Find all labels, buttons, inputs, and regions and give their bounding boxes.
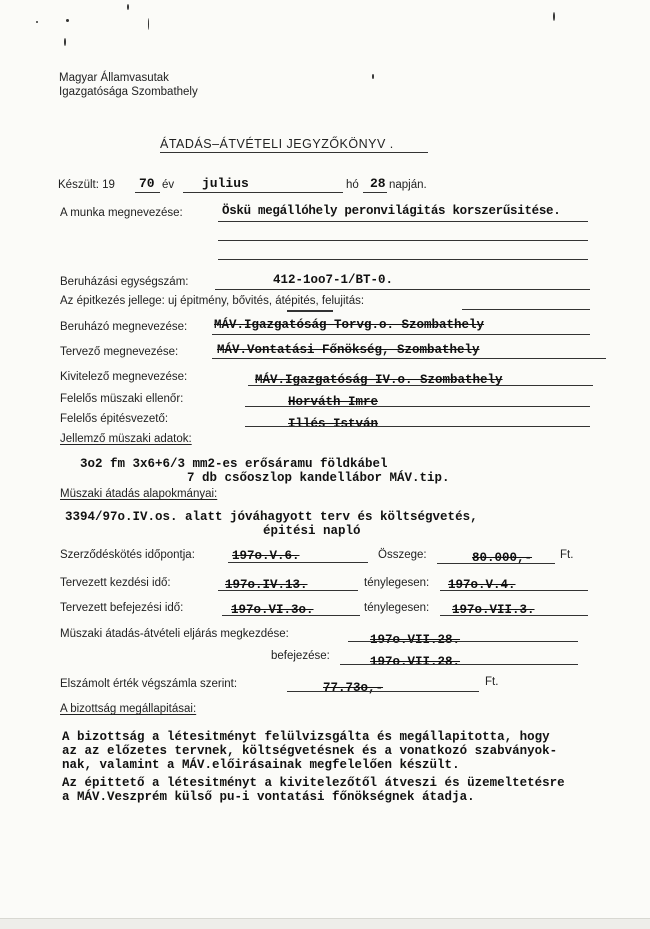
- actual-start-value: 197o.V.4.: [448, 578, 516, 592]
- investor-label: Beruházó megnevezése:: [60, 321, 188, 333]
- date-year-line: [135, 192, 160, 193]
- contract-amount-currency: Ft.: [560, 549, 574, 561]
- handover-start-line: [348, 641, 578, 642]
- organization-unit: Igazgatósága Szombathely: [59, 86, 198, 98]
- contract-amount-label: Összege:: [378, 549, 427, 561]
- scan-speck: [372, 74, 374, 79]
- title-underline: [160, 152, 428, 153]
- designer-line: [212, 358, 606, 359]
- work-name-line-2: [218, 240, 588, 241]
- scan-speck: [66, 19, 69, 22]
- planned-start-label: Tervezett kezdési idő:: [60, 577, 171, 589]
- final-value-label: Elszámolt érték végszámla szerint:: [60, 678, 238, 690]
- scan-speck: [64, 38, 66, 46]
- handover-end-label: befejezése:: [271, 650, 330, 662]
- base-documents-line-2: épitési napló: [263, 524, 361, 538]
- investment-number-label: Beruházási egységszám:: [60, 276, 189, 288]
- work-name-line-3: [218, 259, 588, 260]
- base-documents-line-1: 3394/97o.IV.os. alatt jóváhagyott terv és költségvetés,: [65, 510, 478, 524]
- actual-end-line: [440, 615, 588, 616]
- planned-end-line: [222, 615, 360, 616]
- technical-inspector-value: Horváth Imre: [288, 395, 379, 409]
- scan-speck: [553, 12, 555, 21]
- date-year: 70: [139, 176, 155, 191]
- contract-amount-value: 80.000,-: [472, 551, 533, 565]
- site-manager-label: Felelős épitésvezető:: [60, 413, 169, 425]
- work-name-label: A munka megnevezése:: [60, 207, 183, 219]
- investor-value: MÁV.Igazgatóság Torvg.o. Szombathely: [214, 318, 485, 332]
- scan-speck: [36, 21, 38, 23]
- handover-end-line: [340, 664, 578, 665]
- designer-label: Tervező megnevezése:: [60, 346, 179, 358]
- committee-findings-p1-line-1: A bizottság a létesitményt felülvizsgálta és megállapitotta, hogy: [62, 730, 550, 744]
- committee-findings-p2-line-1: Az épittető a létesitményt a kivitelezőtől átveszi és üzemeltetésre: [62, 776, 565, 790]
- actual-start-line: [440, 590, 588, 591]
- actual-start-label: ténylegesen:: [364, 577, 430, 589]
- contract-date-label: Szerződéskötés időpontja:: [60, 549, 195, 561]
- committee-findings-p1-line-3: nak, valamint a MÁV.előirásainak megfelelően készült.: [62, 758, 460, 772]
- handover-start-value: 197o.VII.28.: [370, 633, 461, 647]
- date-label-napjan: napján.: [389, 179, 427, 191]
- bovites-underline: [287, 310, 333, 312]
- committee-findings-p1-line-2: az az előzetes tervnek, költségvetésnek és a vonatkozó szabványok-: [62, 744, 558, 758]
- scan-speck: [127, 4, 129, 10]
- planned-start-line: [218, 590, 358, 591]
- investment-number-line: [215, 289, 590, 290]
- technical-data-line-2: 7 db csőoszlop kandellábor MÁV.tip.: [187, 471, 450, 485]
- scan-speck: [148, 18, 149, 30]
- committee-findings-label: A bizottság megállapitásai:: [60, 703, 197, 715]
- planned-start-value: 197o.IV.13.: [225, 578, 308, 592]
- site-manager-value: Illés István: [288, 417, 379, 431]
- technical-inspector-label: Felelős müszaki ellenőr:: [60, 393, 184, 405]
- construction-type-label: Az épitkezés jellege: uj épitmény, bővités, átépités, felujitás:: [60, 295, 365, 307]
- date-month-line: [183, 192, 343, 193]
- committee-findings-p2-line-2: a MÁV.Veszprém külső pu-i vontatási főnökségnek átadja.: [62, 790, 475, 804]
- work-name-value: Öskü megállóhely peronvilágitás korszerűsitése.: [222, 204, 561, 218]
- contract-amount-line: [437, 563, 555, 564]
- construction-type-line: [462, 309, 590, 310]
- site-manager-line: [245, 426, 590, 427]
- scan-bottom-edge: [0, 918, 650, 929]
- date-label-ho: hó: [346, 179, 359, 191]
- date-label-prefix: Készült: 19: [58, 179, 115, 191]
- contractor-value: MÁV.Igazgatóság IV.o. Szombathely: [255, 373, 503, 387]
- date-label-ev: év: [162, 179, 175, 191]
- final-value-currency: Ft.: [485, 676, 499, 688]
- contract-date-line: [228, 562, 368, 563]
- planned-end-label: Tervezett befejezési idő:: [60, 602, 184, 614]
- handover-end-value: 197o.VII.28.: [370, 655, 461, 669]
- date-month: julius: [202, 176, 249, 191]
- planned-end-value: 197o.VI.3o.: [231, 603, 314, 617]
- technical-inspector-line: [245, 406, 590, 407]
- base-documents-label: Müszaki átadás alapokmányai:: [60, 488, 218, 500]
- investment-number-value: 412-1oo7-1/BT-0.: [273, 273, 394, 287]
- final-value-line: [287, 691, 479, 692]
- investor-line: [212, 334, 590, 335]
- actual-end-value: 197o.VII.3.: [452, 603, 535, 617]
- contractor-label: Kivitelező megnevezése:: [60, 371, 188, 383]
- organization-name: Magyar Államvasutak: [59, 72, 169, 84]
- contractor-line: [248, 385, 593, 386]
- technical-data-label: Jellemző müszaki adatok:: [60, 433, 192, 445]
- date-day: 28: [370, 176, 386, 191]
- date-day-line: [363, 192, 387, 193]
- final-value-amount: 77.73o,-: [323, 681, 384, 695]
- actual-end-label: ténylegesen:: [364, 602, 430, 614]
- handover-start-label: Müszaki átadás-átvételi eljárás megkezdése:: [60, 628, 289, 640]
- work-name-line-1: [218, 221, 588, 222]
- designer-value: MÁV.Vontatási Főnökség, Szombathely: [217, 343, 480, 357]
- contract-date-value: 197o.V.6.: [232, 549, 300, 563]
- technical-data-line-1: 3o2 fm 3x6+6/3 mm2-es erősáramu földkábel: [80, 457, 388, 471]
- document-title: ÁTADÁS–ÁTVÉTELI JEGYZŐKÖNYV .: [160, 137, 394, 151]
